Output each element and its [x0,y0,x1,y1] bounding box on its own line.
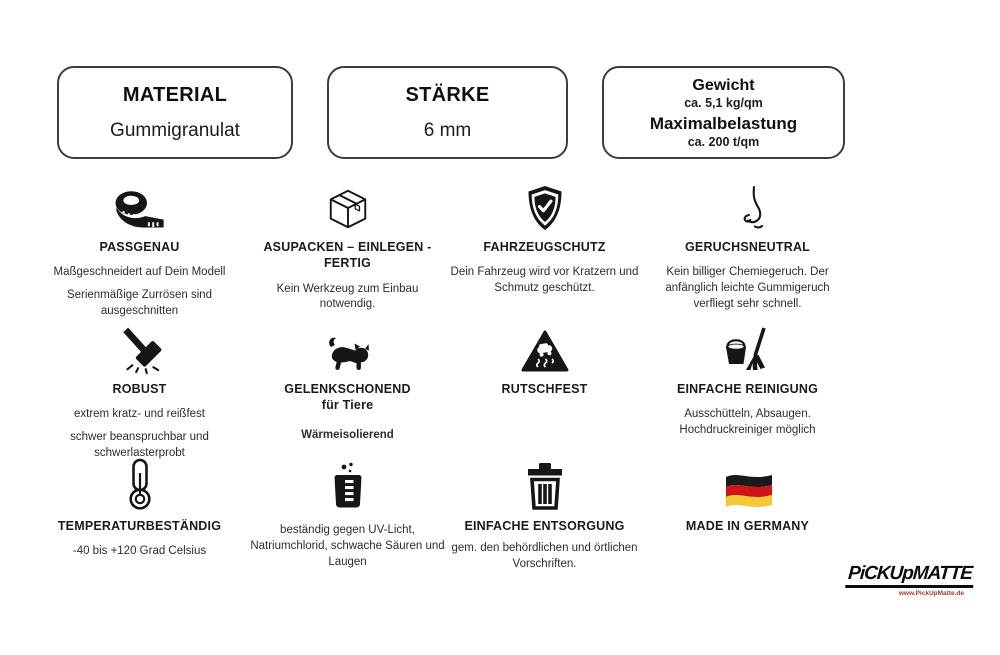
maxlast-value: ca. 200 t/qm [687,134,760,149]
feature-entsorgung [437,455,652,573]
bucket-broom-icon [640,318,855,374]
trash-can-icon [437,455,652,511]
feature-text: Kein Werkzeug zum Einbau notwendig. [276,282,419,311]
feature-text: -40 bis +120 Grad Celsius [72,545,207,558]
feature-robust [32,318,247,462]
feature-rutschfest [437,318,652,397]
feature-text: Ausschütteln, Absaugen. Hochdruckreiniger möglich [679,408,816,437]
feature-title: EINFACHE REINIGUNG [676,382,819,396]
feature-title: GELENKSCHONEND [284,382,411,396]
feature-title: ASUPACKEN – EINLEGEN - [263,240,432,254]
feature-text: schwer beanspruchbar und schwerlasterprobt [70,431,209,459]
package-box-icon [240,176,455,232]
feature-title: EINFACHE ENTSORGUNG [464,519,625,533]
sledgehammer-icon [32,318,247,374]
feature-title: FAHRZEUGSCHUTZ [483,240,606,254]
german-flag-icon [640,455,855,511]
shield-check-icon [437,176,652,232]
staerke-value: 6 mm [423,119,472,141]
feature-passgenau [32,176,247,320]
tape-measure-icon [32,176,247,232]
feature-text: beständig gegen UV-Licht, Natriumchlorid, schwache Säuren und Laugen [250,524,445,568]
feature-text: gem. den behördlichen und örtlichen Vorschriften. [451,542,638,571]
feature-title: PASSGENAU [99,240,180,254]
info-box-staerke [327,66,568,159]
gewicht-value: ca. 5,1 kg/qm [684,95,763,110]
feature-text: extrem kratz- und reißfest [73,408,205,421]
material-value: Gummigranulat [110,119,240,141]
feature-temperatur [32,455,247,560]
feature-title: MADE IN GERMANY [685,519,810,533]
feature-text: Dein Fahrzeug wird vor Kratzern und Schmutz geschützt. [450,266,639,295]
feature-made-in-germany [640,455,855,534]
feature-gelenkschonend [240,318,455,443]
feature-chemiebestaendig [240,455,455,571]
brand-logo [846,564,972,597]
feature-reinigung [640,318,855,439]
feature-geruchsneutral [640,176,855,313]
info-box-material [57,66,293,159]
slippery-warning-icon [437,318,652,374]
feature-auspacken [240,176,455,313]
feature-text: Serienmäßige Zurrösen sind ausgeschnitten [66,289,213,317]
beaker-icon [240,455,455,511]
feature-title: FERTIG [323,256,372,271]
brand-logo-text: PiCKUpMATTE [845,564,974,588]
feature-title: für Tiere [321,398,374,413]
feature-text: Wärmeisolierend [301,428,394,441]
brand-website: www.PickUpMatte.de [898,590,964,597]
feature-title: TEMPERATURBESTÄNDIG [57,519,222,533]
feature-title: RUTSCHFEST [501,382,588,396]
material-title: MATERIAL [122,83,228,106]
nose-icon [640,176,855,232]
maxlast-title: Maximalbelastung [649,113,798,133]
gewicht-title: Gewicht [692,76,755,94]
staerke-title: STÄRKE [405,83,490,106]
feature-text: Maßgeschneidert auf Dein Modell [53,266,226,279]
feature-title: ROBUST [112,382,167,396]
thermometer-icon [32,455,247,511]
cat-icon [240,318,455,374]
feature-title: GERUCHSNEUTRAL [684,240,811,254]
feature-fahrzeugschutz [437,176,652,297]
feature-text: Kein billiger Chemiegeruch. Der anfänglich leichte Gummigeruch verfliegt sehr schnell. [665,266,830,310]
info-box-gewicht [602,66,845,159]
